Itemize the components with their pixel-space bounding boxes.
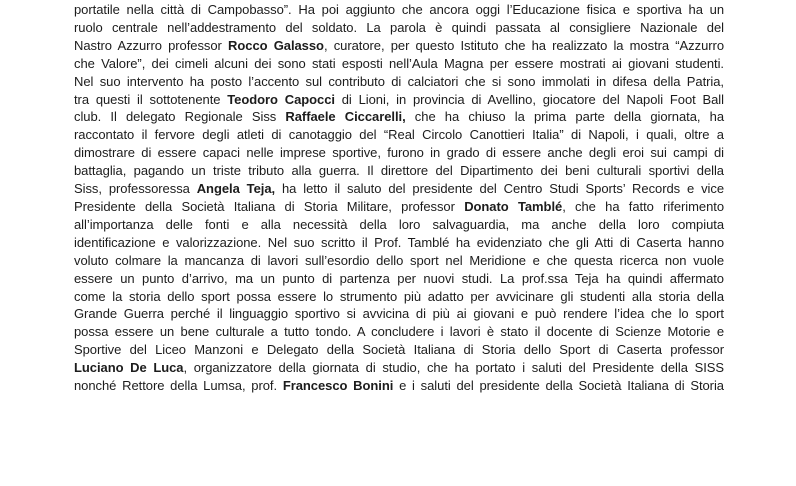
text-run: possa essere un bene culturale a tutto tondo. A concludere i lavori è stato il docente di Scienze Motorie e <box>74 324 724 340</box>
text-run: dimostrare di essere capaci nelle imprese sportive, furono in grado di essere anche degli eroi sui campi di <box>74 145 724 161</box>
text-run: Presidente della Società Italiana di Storia Militare, professor <box>74 198 465 214</box>
paragraph-line <box>74 198 724 216</box>
text-run: che ha chiuso la prima parte della giornata, ha <box>405 109 724 125</box>
text-run: tra questi il sottotenente <box>74 91 228 107</box>
paragraph-line <box>74 108 724 126</box>
person-name-bold: Rocco Galasso <box>228 37 324 53</box>
paragraph-line <box>74 37 724 55</box>
person-name-bold: Luciano De Luca <box>74 360 184 376</box>
text-run: essere un punto d’arrivo, ma un punto di partenza per nuovi studi. La prof.ssa Teja ha quindi affermato <box>74 270 724 286</box>
paragraph-line <box>74 288 724 306</box>
text-run: nonché Rettore della Lumsa, prof. <box>74 378 283 394</box>
text-run: portatile nella città di Campobasso”. Ha poi aggiunto che ancora oggi l’Educazione fisica e sportiva ha un <box>74 2 724 17</box>
text-run: Grande Guerra perché il linguaggio sportivo si avvicina di più ai giovani e può rendere l’idea che lo sport <box>74 306 724 322</box>
paragraph-line <box>74 55 724 73</box>
text-run: all’importanza delle fonti e alla necessità della loro salvaguardia, ma anche della loro compiuta <box>74 216 724 232</box>
text-run: , che ha fatto riferimento <box>562 198 724 214</box>
text-run: , curatore, per questo Istituto che ha realizzato la mostra “Azzurro <box>323 37 724 53</box>
paragraph-line <box>74 1 724 19</box>
paragraph-line <box>74 234 724 252</box>
text-run: come la storia dello sport possa essere lo strumento più adatto per avvicinare gli studenti alla storia della <box>74 288 724 304</box>
paragraph-line <box>74 341 724 359</box>
text-run: raccontato il fervore degli atleti di canotaggio del “Real Circolo Canottieri Italia” di Napoli, i quali, oltre a <box>74 127 724 143</box>
article-paragraph <box>74 1 724 395</box>
text-run: Nastro Azzurro professor <box>74 37 229 53</box>
text-run: Sportive del Liceo Manzoni e Delegato della Società Italiana di Storia dello Sport di Caserta professor <box>74 342 724 358</box>
text-run: Siss, professoressa <box>74 181 197 197</box>
text-run: voluto colmare la mancanza di lavori sull’esordio dello sport nel Meridione e che questa ricerca non vuole <box>74 252 724 268</box>
text-run: di Lioni, in provincia di Avellino, giocatore del Napoli Foot Ball <box>334 91 724 107</box>
paragraph-line <box>74 305 724 323</box>
paragraph-line <box>74 144 724 162</box>
text-run: e i saluti del presidente della Società Italiana di Storia <box>393 378 724 394</box>
paragraph-line <box>74 19 724 37</box>
person-name-bold: Raffaele Ciccarelli, <box>285 109 406 125</box>
person-name-bold: Angela Teja, <box>196 181 276 197</box>
text-run: ha letto il saluto del presidente del Centro Studi Sports’ Records e vice <box>275 181 724 197</box>
paragraph-line <box>74 73 724 91</box>
person-name-bold: Francesco Bonini <box>282 378 394 394</box>
text-run: Nel suo intervento ha posto l’accento sul contributo di calciatori che si sono immolati in difesa della Patria, <box>74 73 724 89</box>
person-name-bold: Teodoro Capocci <box>227 91 335 107</box>
paragraph-line <box>74 377 724 395</box>
paragraph-line <box>74 91 724 109</box>
paragraph-line <box>74 323 724 341</box>
paragraph-line <box>74 216 724 234</box>
text-run: , organizzatore della giornata di studio, che ha portato i saluti del Presidente della SISS <box>183 360 724 376</box>
paragraph-line <box>74 252 724 270</box>
text-run: che Valore”, dei cimeli alcuni dei sono stati esposti nell’Aula Magna per essere mostrati ai giovani studenti. <box>74 55 724 71</box>
person-name-bold: Donato Tamblé <box>464 198 563 214</box>
text-run: battaglia, pagando un triste tributo alla guerra. Il direttore del Dipartimento dei beni culturali sportivi della <box>74 163 724 179</box>
text-run: club. Il delegato Regionale Siss <box>74 109 286 125</box>
text-run: identificazione e valorizzazione. Nel suo scritto il Prof. Tamblé ha evidenziato che gli Atti di Caserta hanno <box>74 234 724 250</box>
paragraph-line <box>74 126 724 144</box>
paragraph-line <box>74 359 724 377</box>
paragraph-line <box>74 270 724 288</box>
paragraph-line <box>74 180 724 198</box>
text-run: ruolo centrale nell’addestramento del soldato. La parola è quindi passata al consigliere Nazionale del <box>74 19 724 35</box>
paragraph-line <box>74 162 724 180</box>
